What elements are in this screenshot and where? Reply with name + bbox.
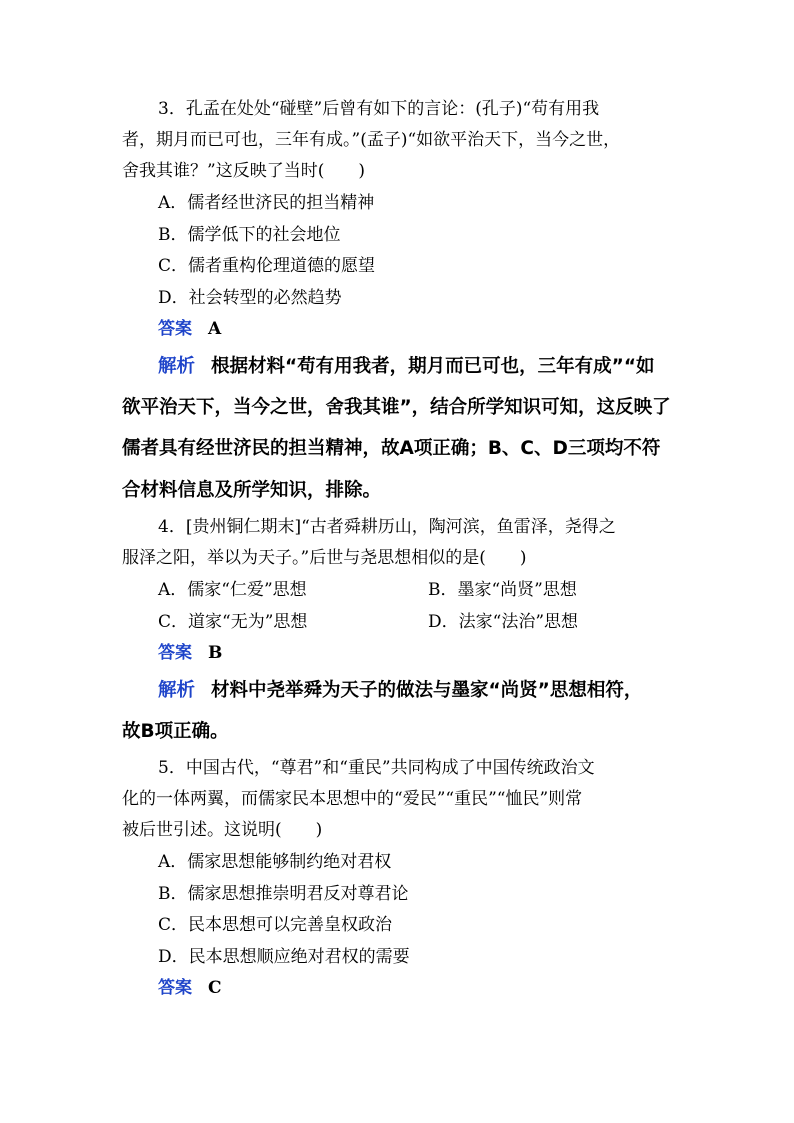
q3-stem-line-1: 3．孔孟在处处“碰壁”后曾有如下的言论：(孔子)“苟有用我 [158, 99, 600, 119]
q4-explanation-line-2: 故B项正确。 [122, 721, 229, 742]
q5-stem-line-3: 被后世引述。这说明( ) [122, 820, 323, 840]
q3-option-a: A．儒者经世济民的担当精神 [158, 193, 375, 213]
answer-value: C [208, 978, 222, 998]
q3-stem-line-3: 舍我其谁？”这反映了当时( ) [122, 161, 365, 181]
answer-value: B [208, 643, 223, 663]
q5-option-b: B．儒家思想推崇明君反对尊君论 [158, 884, 409, 904]
q4-option-d: D．法家“法治”思想 [428, 612, 579, 632]
q3-explanation-line-4: 合材料信息及所学知识，排除。 [122, 480, 382, 501]
q5-stem-line-1: 5．中国古代，“尊君”和“重民”共同构成了中国传统政治文 [158, 758, 595, 778]
q3-explanation-line-3: 儒者具有经世济民的担当精神，故A项正确；B、C、D三项均不符 [122, 438, 661, 459]
q4-option-a: A．儒家“仁爱”思想 [158, 580, 307, 600]
q5-option-c: C．民本思想可以完善皇权政治 [158, 915, 393, 935]
q3-stem-line-2: 者，期月而已可也，三年有成。”(孟子)“如欲平治天下，当今之世， [122, 130, 621, 150]
q4-stem-line-1: 4．[贵州铜仁期末]“古者舜耕历山，陶河滨，鱼雷泽，尧得之 [158, 517, 616, 537]
answer-label: 答案 [158, 319, 192, 339]
q5-option-d: D．民本思想顺应绝对君权的需要 [158, 947, 410, 967]
q3-option-d: D．社会转型的必然趋势 [158, 288, 342, 308]
explanation-text: 材料中尧举舜为天子的做法与墨家“尚贤”思想相符， [211, 680, 643, 701]
explanation-label: 解析 [158, 680, 196, 701]
answer-label: 答案 [158, 978, 192, 998]
q3-option-c: C．儒者重构伦理道德的愿望 [158, 256, 376, 276]
answer-value: A [208, 319, 222, 339]
q3-explanation-line-2: 欲平治天下，当今之世，舍我其谁”，结合所学知识可知，这反映了 [122, 397, 671, 418]
q5-option-a: A．儒家思想能够制约绝对君权 [158, 852, 392, 872]
q4-explanation-line-1 [158, 679, 642, 703]
q4-option-b: B．墨家“尚贤”思想 [428, 580, 577, 600]
q5-answer [158, 977, 222, 999]
q4-answer [158, 642, 222, 664]
q4-option-c: C．道家“无为”思想 [158, 612, 308, 632]
q5-stem-line-2: 化的一体两翼，而儒家民本思想中的“爱民”“重民”“恤民”则常 [122, 789, 583, 809]
q3-explanation-line-1 [158, 355, 655, 379]
q3-answer [158, 318, 221, 340]
q4-stem-line-2: 服泽之阳，举以为天子。”后世与尧思想相似的是( ) [122, 548, 527, 568]
answer-label: 答案 [158, 643, 192, 663]
explanation-text: 根据材料“苟有用我者，期月而已可也，三年有成”“如 [211, 356, 655, 377]
q3-option-b: B．儒学低下的社会地位 [158, 225, 341, 245]
explanation-label: 解析 [158, 356, 196, 377]
